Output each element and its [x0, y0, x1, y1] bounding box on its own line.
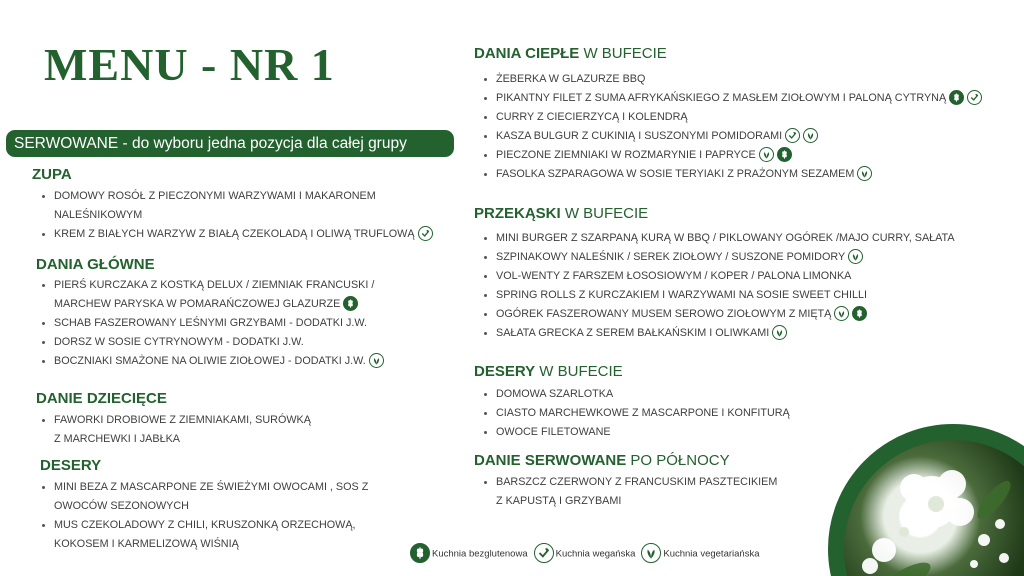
- menu-item: [480, 108, 982, 127]
- gluten-free-icon: [410, 543, 430, 563]
- menu-item: [38, 276, 384, 295]
- heading-przekaski-light: W BUFECIE: [560, 205, 649, 222]
- flower-photo: [828, 424, 1024, 576]
- heading-zupa: ZUPA: [32, 166, 72, 183]
- menu-item-text: SPRING ROLLS Z KURCZAKIEM I WARZYWAMI NA SOSIE SWEET CHILLI: [496, 289, 867, 301]
- menu-item: [38, 225, 433, 244]
- menu-item-text: FAWORKI DROBIOWE Z ZIEMNIAKAMI, SURÓWKĄ: [54, 414, 311, 426]
- vegetarian-icon: [848, 249, 863, 264]
- menu-item-text: MARCHEW PARYSKA W POMARAŃCZOWEJ GLAZURZE: [54, 298, 341, 310]
- list-dania-cieple: [480, 70, 982, 184]
- menu-item-text: OGÓREK FASZEROWANY MUSEM SEROWO ZIOŁOWYM Z MIĘTĄ: [496, 308, 832, 320]
- menu-item: [480, 473, 777, 492]
- menu-item-text: OWOCE FILETOWANE: [496, 426, 611, 438]
- menu-item-text: Z MARCHEWKI I JABŁKA: [54, 433, 180, 445]
- menu-item-text: PIECZONE ZIEMNIAKI W ROZMARYNIE I PAPRYCE: [496, 149, 756, 161]
- menu-item-text: KOKOSEM I KARMELIZOWĄ WIŚNIĄ: [54, 538, 239, 550]
- menu-item-text: KASZA BULGUR Z CUKINIĄ I SUSZONYMI POMIDORAMI: [496, 130, 783, 142]
- heading-dania-cieple: [474, 45, 667, 62]
- heading-danie-serwowane-light: PO PÓŁNOCY: [626, 452, 730, 469]
- vegan-icon: [967, 90, 982, 105]
- menu-item: [480, 70, 982, 89]
- heading-desery-bufet-light: W BUFECIE: [535, 363, 623, 380]
- heading-danie-dzieciece: DANIE DZIECIĘCE: [36, 390, 167, 407]
- menu-item-continuation: [38, 430, 311, 449]
- list-danie-serwowane: [480, 473, 777, 511]
- menu-item-text: DORSZ W SOSIE CYTRYNOWYM - DODATKI J.W.: [54, 336, 304, 348]
- menu-item-text: CURRY Z CIECIERZYCĄ I KOLENDRĄ: [496, 111, 688, 123]
- menu-item: [480, 248, 955, 267]
- menu-item-text: BOCZNIAKI SMAŻONE NA OLIWIE ZIOŁOWEJ - DODATKI J.W.: [54, 355, 366, 367]
- heading-dania-cieple-bold: DANIA CIEPŁE: [474, 45, 580, 62]
- heading-przekaski: [474, 205, 648, 222]
- gluten-free-icon: [777, 147, 792, 162]
- menu-item: [480, 146, 982, 165]
- menu-item: [480, 229, 955, 248]
- menu-item-text: VOL-WENTY Z FARSZEM ŁOSOSIOWYM / KOPER / PALONA LIMONKA: [496, 270, 852, 282]
- menu-item: [480, 165, 982, 184]
- heading-desery: DESERY: [40, 457, 102, 474]
- list-desery-bufet: [480, 385, 790, 442]
- legend-item: [641, 544, 759, 564]
- menu-item: [480, 286, 955, 305]
- legend-label: Kuchnia wegańska: [555, 548, 636, 560]
- gluten-free-icon: [343, 296, 358, 311]
- vegetarian-icon: [759, 147, 774, 162]
- vegan-icon: [534, 543, 554, 563]
- served-banner: SERWOWANE - do wyboru jedna pozycja dla całej grupy: [6, 130, 454, 157]
- vegan-icon: [418, 226, 433, 241]
- legend-label: Kuchnia bezglutenowa: [432, 548, 528, 560]
- menu-item-text: DOMOWY ROSÓŁ Z PIECZONYMI WARZYWAMI I MAKARONEM: [54, 190, 376, 202]
- menu-item: [480, 423, 790, 442]
- menu-item-text: SCHAB FASZEROWANY LEŚNYMI GRZYBAMI - DODATKI J.W.: [54, 317, 367, 329]
- menu-item: [480, 385, 790, 404]
- vegetarian-icon: [772, 325, 787, 340]
- menu-item-text: OWOCÓW SEZONOWYCH: [54, 500, 189, 512]
- menu-item-text: PIKANTNY FILET Z SUMA AFRYKAŃSKIEGO Z MASŁEM ZIOŁOWYM I PALONĄ CYTRYNĄ: [496, 92, 947, 104]
- heading-desery-bufet-bold: DESERY: [474, 363, 536, 380]
- menu-item: [480, 127, 982, 146]
- menu-item: [480, 267, 955, 286]
- menu-item-text: ŻEBERKA W GLAZURZE BBQ: [496, 73, 646, 85]
- vegetarian-icon: [803, 128, 818, 143]
- heading-przekaski-bold: PRZEKĄSKI: [474, 205, 561, 222]
- list-przekaski: [480, 229, 955, 343]
- menu-item-continuation: [38, 206, 433, 225]
- heading-desery-bufet: [474, 363, 623, 380]
- menu-item: [480, 305, 955, 324]
- heading-dania-glowne: DANIA GŁÓWNE: [36, 256, 155, 273]
- menu-item-continuation: [38, 295, 384, 314]
- heading-danie-serwowane: [474, 452, 730, 469]
- menu-item: [38, 478, 368, 497]
- menu-item: [480, 404, 790, 423]
- menu-item: [38, 352, 384, 371]
- diet-legend: [410, 544, 765, 566]
- menu-item-text: PIERŚ KURCZAKA Z KOSTKĄ DELUX / ZIEMNIAK FRANCUSKI /: [54, 279, 375, 291]
- menu-item-text: Z KAPUSTĄ I GRZYBAMI: [496, 495, 622, 507]
- menu-item: [480, 89, 982, 108]
- menu-item-continuation: [480, 492, 777, 511]
- menu-item-text: DOMOWA SZARLOTKA: [496, 388, 614, 400]
- menu-item-text: SZPINAKOWY NALEŚNIK / SEREK ZIOŁOWY / SUSZONE POMIDORY: [496, 251, 846, 263]
- menu-item-text: MUS CZEKOLADOWY Z CHILI, KRUSZONKĄ ORZECHOWĄ,: [54, 519, 356, 531]
- menu-item: [38, 314, 384, 333]
- legend-item: [410, 544, 528, 564]
- menu-item: [480, 324, 955, 343]
- gluten-free-icon: [852, 306, 867, 321]
- white-flowers-image: [844, 440, 1024, 576]
- gluten-free-icon: [949, 90, 964, 105]
- menu-item: [38, 187, 433, 206]
- list-desery: [38, 478, 368, 554]
- menu-item-text: NALEŚNIKOWYM: [54, 209, 143, 221]
- menu-item-text: BARSZCZ CZERWONY Z FRANCUSKIM PASZTECIKIEM: [496, 476, 778, 488]
- menu-item-text: KREM Z BIAŁYCH WARZYW Z BIAŁĄ CZEKOLADĄ I OLIWĄ TRUFLOWĄ: [54, 228, 415, 240]
- menu-item-text: FASOLKA SZPARAGOWA W SOSIE TERYIAKI Z PRAŻONYM SEZAMEM: [496, 168, 855, 180]
- menu-item-text: SAŁATA GRECKA Z SEREM BAŁKAŃSKIM I OLIWKAMI: [496, 327, 770, 339]
- vegetarian-icon: [641, 543, 661, 563]
- menu-title: MENU - NR 1: [44, 39, 335, 90]
- heading-danie-serwowane-bold: DANIE SERWOWANE: [474, 452, 627, 469]
- vegetarian-icon: [834, 306, 849, 321]
- menu-item: [38, 411, 311, 430]
- menu-item-text: CIASTO MARCHEWKOWE Z MASCARPONE I KONFITURĄ: [496, 407, 790, 419]
- list-danie-dzieciece: [38, 411, 311, 449]
- vegan-icon: [785, 128, 800, 143]
- vegetarian-icon: [369, 353, 384, 368]
- menu-item-text: MINI BURGER Z SZARPANĄ KURĄ W BBQ / PIKLOWANY OGÓREK /MAJO CURRY, SAŁATA: [496, 232, 955, 244]
- menu-item-text: MINI BEZA Z MASCARPONE ZE ŚWIEŻYMI OWOCAMI , SOS Z: [54, 481, 369, 493]
- menu-item: [38, 516, 368, 535]
- menu-item: [38, 333, 384, 352]
- list-zupa: [38, 187, 433, 244]
- heading-dania-cieple-light: W BUFECIE: [579, 45, 667, 62]
- menu-item-continuation: [38, 535, 368, 554]
- list-dania-glowne: [38, 276, 384, 371]
- vegetarian-icon: [857, 166, 872, 181]
- legend-item: [534, 544, 636, 564]
- menu-item-continuation: [38, 497, 368, 516]
- legend-label: Kuchnia vegetariańska: [663, 548, 760, 560]
